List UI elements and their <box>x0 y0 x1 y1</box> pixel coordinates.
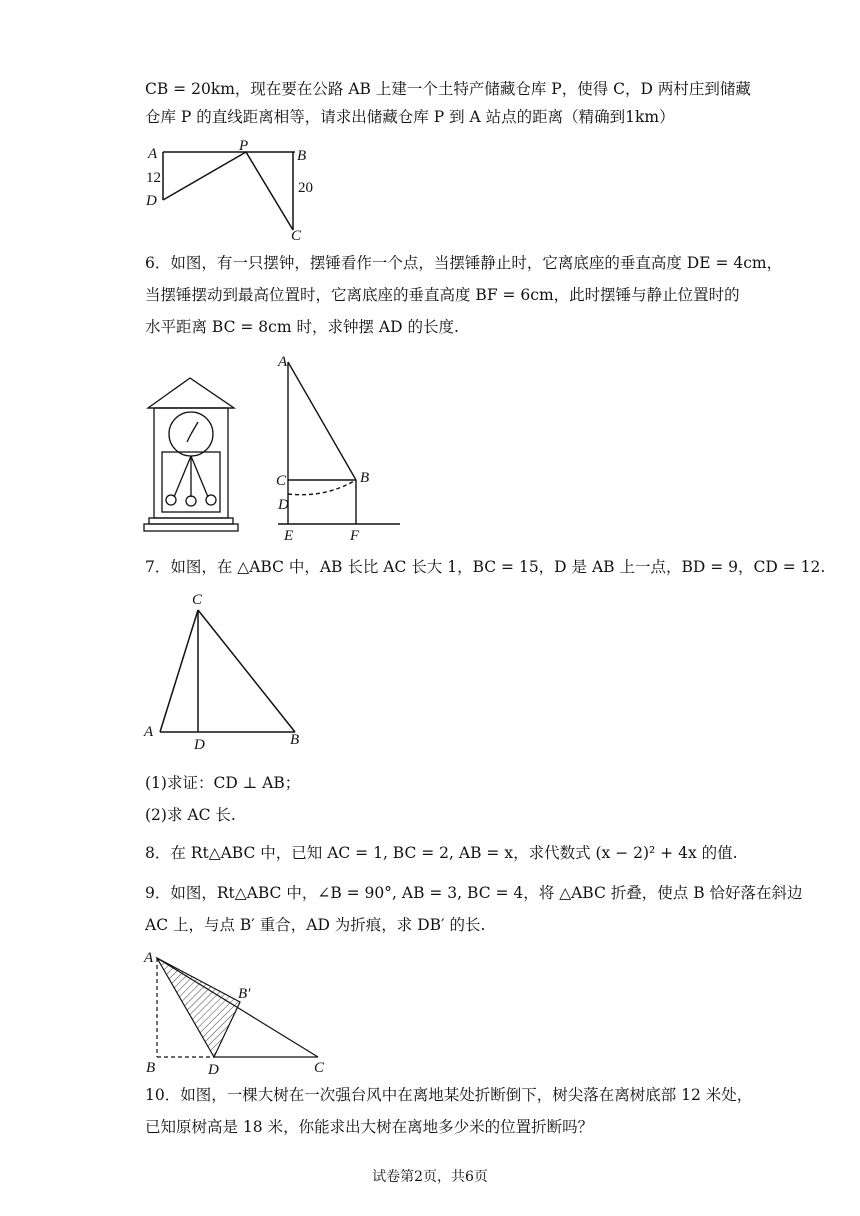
fig9-label-bprime: B′ <box>238 986 251 1002</box>
fig9-label-c: C <box>314 1060 325 1076</box>
fig5-label-p: P <box>239 138 249 154</box>
fig5-label-d: D <box>146 193 157 209</box>
q9-figure <box>140 944 340 1079</box>
fig6-label-f: F <box>350 528 360 544</box>
q10-text-line2: 已知原树高是 18 米，你能求出大树在离地多少米的位置折断吗？ <box>145 1118 594 1136</box>
fig7-label-b: B <box>290 732 300 748</box>
page-footer: 试卷第2页，共6页 <box>372 1169 488 1185</box>
fig5-label-a: A <box>148 146 158 162</box>
q9-text-line1: 9．如图，Rt△ABC 中，∠B = 90°, AB = 3, BC = 4，将 △ABC 折叠，使点 B 恰好落在斜边 <box>145 884 803 902</box>
q9-text-line2: AC 上，与点 B′ 重合，AD 为折痕，求 DB′ 的长. <box>145 916 486 934</box>
q6-text-line1: 6．如图，有一只摆钟，摆锤看作一个点，当摆锤静止时，它离底座的垂直高度 DE = 4cm， <box>145 254 783 272</box>
fig6-label-d: D <box>278 497 289 513</box>
fig7-label-c: C <box>192 592 203 608</box>
q10-text-line1: 10．如图，一棵大树在一次强台风中在离地某处折断倒下，树尖落在离树底部 12 米处， <box>145 1086 753 1104</box>
fig9-label-b: B <box>146 1060 156 1076</box>
q6-text-line2: 当摆锤摆动到最高位置时，它离底座的垂直高度 BF = 6cm，此时摆锤与静止位置时的 <box>145 286 740 304</box>
fig5-length-12: 12 <box>146 170 161 186</box>
fig9-label-d: D <box>208 1062 219 1078</box>
fig7-label-d: D <box>194 737 205 753</box>
q7-part1: (1)求证：CD ⊥ AB； <box>145 774 301 792</box>
fig5-label-c: C <box>291 228 302 244</box>
fig6-label-b: B <box>360 470 370 486</box>
fig9-label-a: A <box>144 950 154 966</box>
fig5-length-20: 20 <box>298 180 313 196</box>
fig7-label-a: A <box>144 724 154 740</box>
q6-text-line3: 水平距离 BC = 8cm 时，求钟摆 AD 的长度. <box>145 318 459 336</box>
q7-text: 7．如图，在 △ABC 中，AB 长比 AC 长大 1，BC = 15，D 是 AB 上一点，BD = 9，CD = 12. <box>145 558 826 576</box>
q7-figure <box>140 584 315 754</box>
fig6-label-a: A <box>278 354 288 370</box>
q5-text-line1: CB = 20km，现在要在公路 AB 上建一个土特产储藏仓库 P，使得 C，D 两村庄到储藏 <box>145 80 751 98</box>
fig6-label-e: E <box>284 528 294 544</box>
q7-part2: (2)求 AC 长. <box>145 806 236 824</box>
q6-clock-illustration <box>140 372 250 537</box>
fig5-label-b: B <box>297 148 307 164</box>
q8-text: 8．在 Rt△ABC 中，已知 AC = 1, BC = 2, AB = x，求代数式 (x − 2)² + 4x 的值. <box>145 844 738 862</box>
q5-text-line2: 仓库 P 的直线距离相等，请求出储藏仓库 P 到 A 站点的距离（精确到1km） <box>145 108 675 126</box>
fig6-label-c: C <box>276 473 287 489</box>
q5-figure <box>140 140 320 245</box>
q6-figure <box>270 352 410 542</box>
